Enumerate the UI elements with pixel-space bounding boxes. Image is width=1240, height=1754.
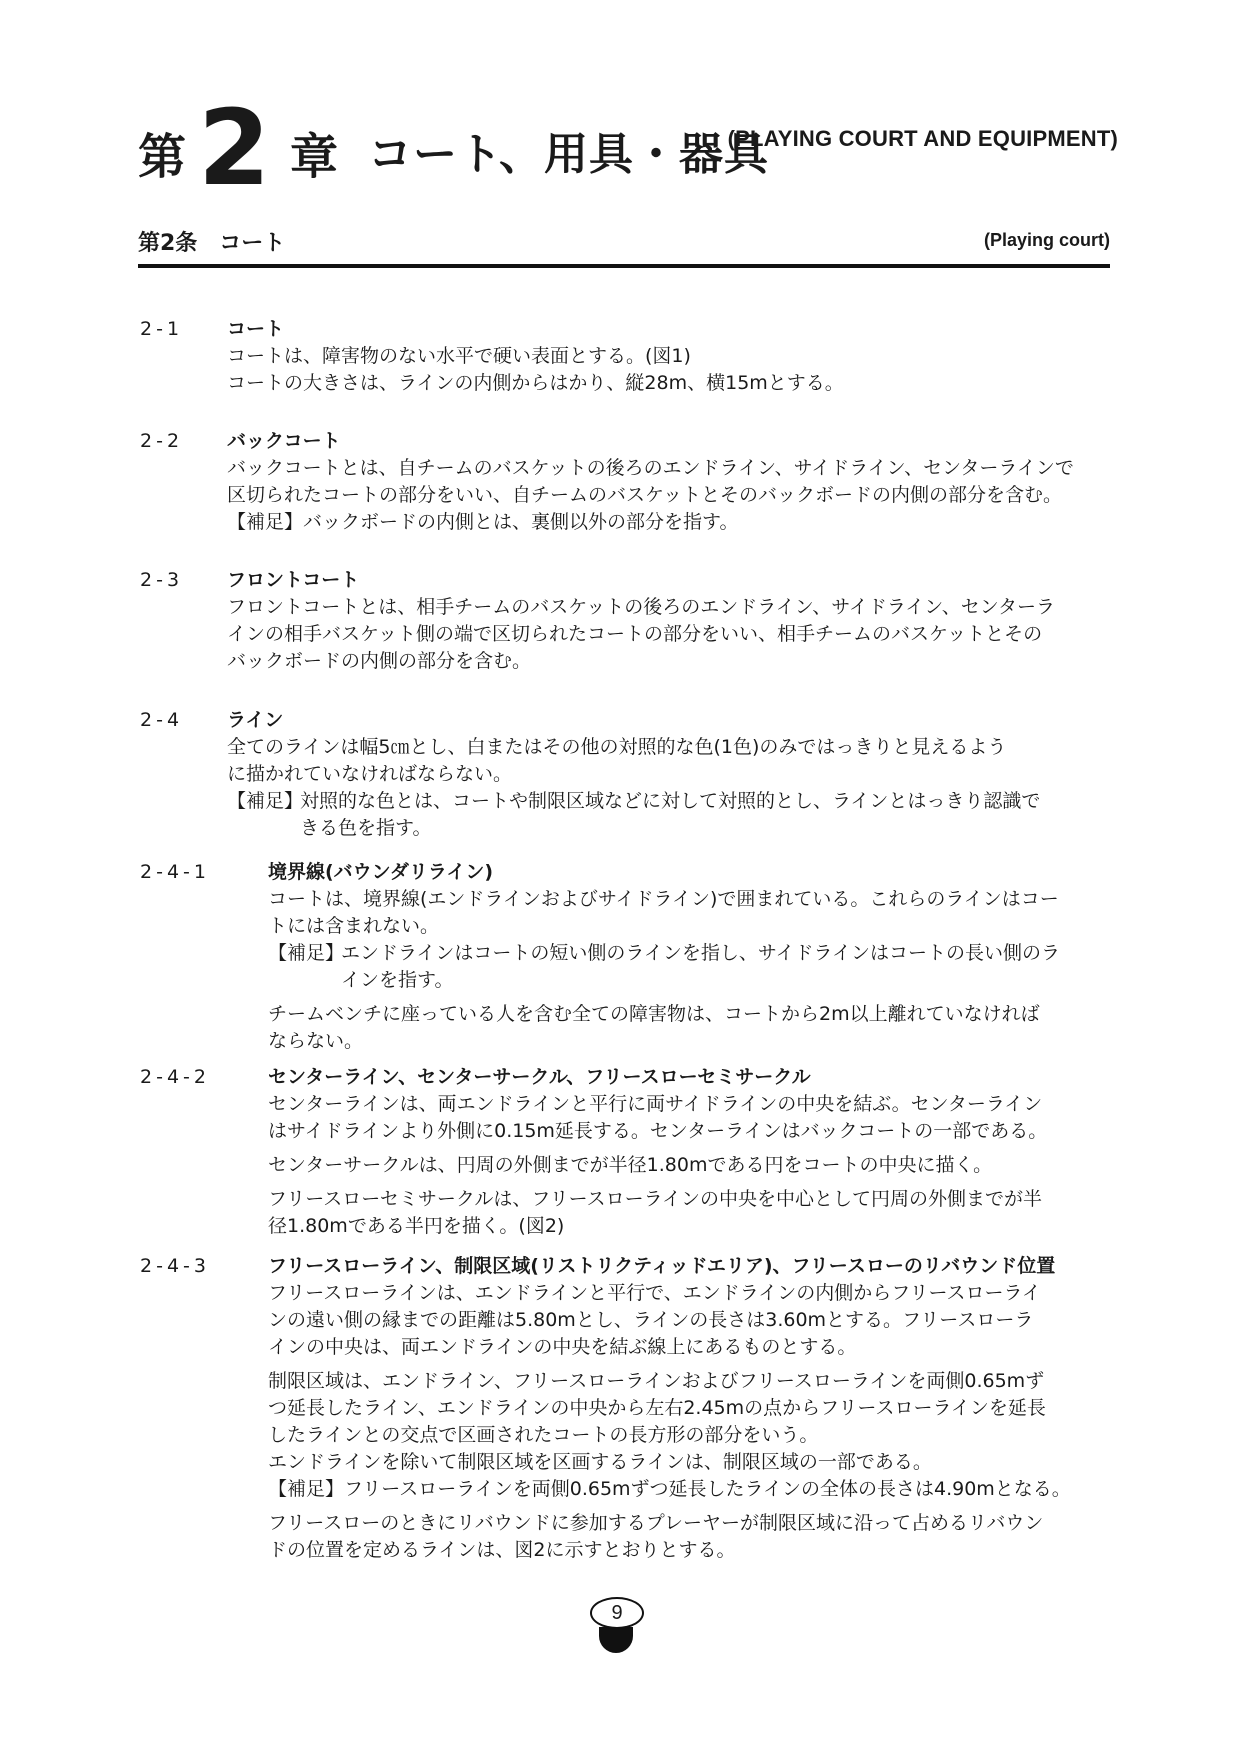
text-line: バックコートとは、自チームのバスケットの後ろのエンドライン、サイドライン、センターラインで bbox=[227, 457, 1074, 479]
section-number: 2-4 bbox=[140, 709, 184, 731]
section-2-4-1 bbox=[140, 859, 1110, 1055]
article-english-title: (Playing court) bbox=[983, 230, 1110, 250]
text-line: コートの大きさは、ラインの内側からはかり、縦28m、横15mとする。 bbox=[227, 372, 844, 394]
text-line: センターラインは、両エンドラインと平行に両サイドラインの中央を結ぶ。センターライン bbox=[268, 1093, 1043, 1115]
note-text: エンドラインはコートの短い側のラインを指し、サイドラインはコートの長い側のラ bbox=[341, 942, 1060, 964]
section-2-4-3 bbox=[140, 1253, 1110, 1564]
section-number: 2-4-1 bbox=[140, 861, 210, 883]
text-line: エンドラインを除いて制限区域を区画するラインは、制限区域の一部である。 bbox=[268, 1451, 932, 1473]
text-line: フリースローラインは、エンドラインと平行で、エンドラインの内側からフリースローライ bbox=[268, 1282, 1041, 1304]
page-number: 9 bbox=[590, 1597, 644, 1629]
note bbox=[227, 788, 1110, 842]
text-line: つ延長したライン、エンドラインの中央から左右2.45mの点からフリースローラインを延長 bbox=[268, 1397, 1046, 1419]
chapter-english-title: (PLAYING COURT AND EQUIPMENT) bbox=[727, 126, 1118, 151]
note-tag: 【補足】 bbox=[268, 942, 345, 964]
text-line: フリースローのときにリバウンドに参加するプレーヤーが制限区域に沿って占めるリバウン bbox=[268, 1512, 1044, 1534]
text-line: バックボードの内側の部分を含む。 bbox=[227, 650, 532, 672]
section-number: 2-4-2 bbox=[140, 1066, 210, 1088]
text-line: フロントコートとは、相手チームのバスケットの後ろのエンドライン、サイドライン、センターラ bbox=[227, 596, 1056, 618]
text-line: はサイドラインより外側に0.15m延長する。センターラインはバックコートの一部である。 bbox=[268, 1120, 1048, 1142]
section-number: 2-3 bbox=[140, 569, 184, 591]
note-text: フリースローラインを両側0.65mずつ延長したラインの全体の長さは4.90mとなる。 bbox=[344, 1478, 1071, 1500]
section-2-4-2 bbox=[140, 1064, 1110, 1240]
chapter-number: 2 bbox=[198, 87, 269, 209]
section-number: 2-2 bbox=[140, 430, 184, 452]
section-heading: 境界線(バウンダリライン) bbox=[268, 861, 494, 883]
article-header bbox=[138, 224, 1110, 268]
note-text: きる色を指す。 bbox=[300, 817, 432, 839]
section-number: 2-1 bbox=[140, 318, 184, 340]
text-line: ドの位置を定めるラインは、図2に示すとおりとする。 bbox=[268, 1539, 736, 1561]
note-text: インを指す。 bbox=[341, 969, 454, 991]
text-line: 径1.80mである半円を描く。(図2) bbox=[268, 1215, 565, 1237]
section-heading: センターライン、センターサークル、フリースローセミサークル bbox=[268, 1066, 811, 1088]
note bbox=[227, 509, 1110, 536]
note bbox=[268, 1476, 1110, 1503]
note-tag: 【補足】 bbox=[227, 790, 304, 812]
text-line: に描かれていなければならない。 bbox=[227, 763, 513, 785]
note bbox=[268, 940, 1110, 994]
text-line: 全てのラインは幅5㎝とし、白またはその他の対照的な色(1色)のみではっきりと見えるよう bbox=[227, 736, 1007, 758]
text-line: インの相手バスケット側の端で区切られたコートの部分をいい、相手チームのバスケットとその bbox=[227, 623, 1043, 645]
text-line: インの中央は、両エンドラインの中央を結ぶ線上にあるものとする。 bbox=[268, 1336, 857, 1358]
page-number-badge bbox=[590, 1597, 642, 1657]
page-number-base-shape bbox=[599, 1627, 633, 1653]
text-line: ンの遠い側の縁までの距離は5.80mとし、ラインの長さは3.60mとする。フリースローラ bbox=[268, 1309, 1034, 1331]
section-2-2 bbox=[140, 428, 1110, 536]
text-line: したラインとの交点で区画されたコートの長方形の部分をいう。 bbox=[268, 1424, 819, 1446]
section-heading: コート bbox=[227, 318, 285, 340]
chapter-prefix: 第 bbox=[138, 129, 187, 185]
section-heading: フロントコート bbox=[227, 569, 360, 591]
article-title: 第2条 コート bbox=[138, 231, 286, 256]
note-tag: 【補足】 bbox=[227, 511, 304, 533]
text-line: ならない。 bbox=[268, 1030, 364, 1052]
note-text: 対照的な色とは、コートや制限区域などに対して対照的とし、ラインとはっきり認識で bbox=[300, 790, 1041, 812]
section-2-3 bbox=[140, 567, 1110, 675]
text-line: コートは、障害物のない水平で硬い表面とする。(図1) bbox=[227, 345, 691, 367]
section-heading: フリースローライン、制限区域(リストリクティッドエリア)、フリースローのリバウンド位置 bbox=[268, 1255, 1056, 1277]
section-2-1 bbox=[140, 316, 1110, 397]
text-line: フリースローセミサークルは、フリースローラインの中央を中心として円周の外側までが半 bbox=[268, 1188, 1043, 1210]
note-text: バックボードの内側とは、裏側以外の部分を指す。 bbox=[303, 511, 739, 533]
chapter-header bbox=[138, 87, 1118, 209]
section-number: 2-4-3 bbox=[140, 1255, 210, 1277]
chapter-suffix: 章 bbox=[290, 129, 339, 185]
section-heading: ライン bbox=[227, 709, 284, 731]
text-line: トには含まれない。 bbox=[268, 915, 440, 937]
note-tag: 【補足】 bbox=[268, 1478, 345, 1500]
text-line: センターサークルは、円周の外側までが半径1.80mである円をコートの中央に描く。 bbox=[268, 1154, 993, 1176]
text-line: 区切られたコートの部分をいい、自チームのバスケットとそのバックボードの内側の部分を含む。 bbox=[227, 484, 1063, 506]
text-line: チームベンチに座っている人を含む全ての障害物は、コートから2m以上離れていなければ bbox=[268, 1003, 1040, 1025]
text-line: コートは、境界線(エンドラインおよびサイドライン)で囲まれている。これらのラインはコー bbox=[268, 888, 1059, 910]
section-2-4 bbox=[140, 707, 1110, 842]
chapter-title: コート、用具・器具 bbox=[368, 129, 770, 180]
text-line: 制限区域は、エンドライン、フリースローラインおよびフリースローラインを両側0.65mず bbox=[268, 1370, 1045, 1392]
section-heading: バックコート bbox=[227, 430, 341, 452]
